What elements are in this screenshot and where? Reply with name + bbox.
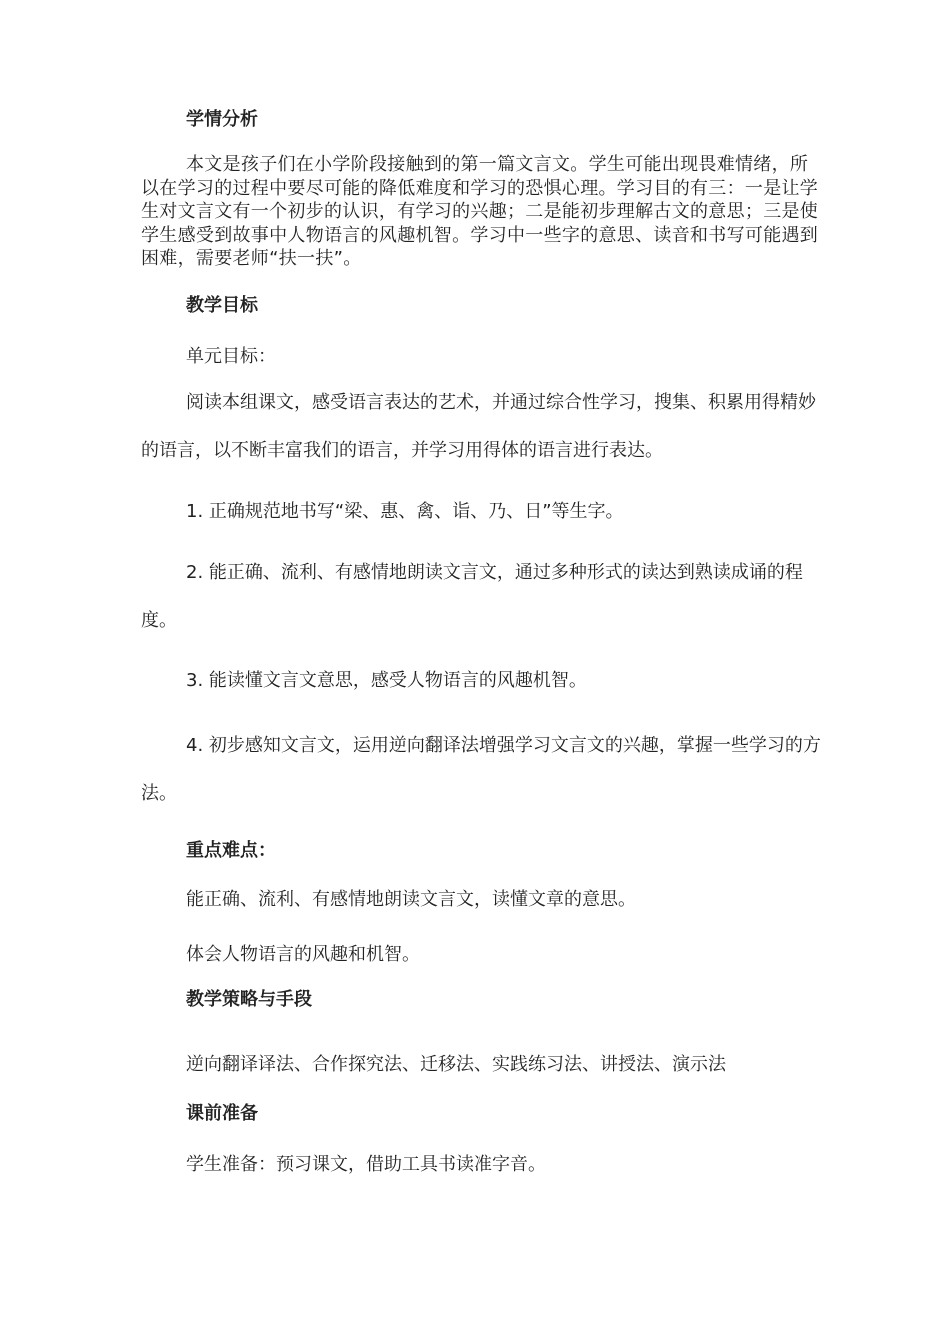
situation-paragraph: 本文是孩子们在小学阶段接触到的第一篇文言文。学生可能出现畏难情绪，所以在学习的过程中要尽可能的降低难度和学习的恐惧心理。学习目的有三：一是让学生对文言文有一个初步的认识，有学习的兴趣；二是能初步理解古文的意思；三是使学生感受到故事中人物语言的风趣机智。学习中一些字的意思、读音和书写可能遇到困难，需要老师“扶一扶”。 xyxy=(141,154,819,269)
strategy-text: 逆向翻译译法、合作探究法、迁移法、实践练习法、讲授法、演示法 xyxy=(186,1054,726,1075)
strategy-heading: 教学策略与手段 xyxy=(186,989,312,1010)
prep-heading: 课前准备 xyxy=(186,1103,258,1124)
unit-goal-paragraph: 阅读本组课文，感受语言表达的艺术，并通过综合性学习，搜集、积累用得精妙的语言，以不断丰富我们的语言，并学习用得体的语言进行表达。 xyxy=(141,392,816,461)
unit-goal-label: 单元目标： xyxy=(186,346,276,367)
goal-item-2: 2. 能正确、流利、有感情地朗读文言文，通过多种形式的读达到熟读成诵的程度。 xyxy=(141,562,803,631)
goal-item-3: 3. 能读懂文言文意思，感受人物语言的风趣机智。 xyxy=(186,670,587,691)
key-points-heading: 重点难点： xyxy=(186,840,276,861)
goals-heading: 教学目标 xyxy=(186,295,258,316)
prep-text: 学生准备：预习课文，借助工具书读准字音。 xyxy=(186,1154,546,1175)
situation-heading: 学情分析 xyxy=(186,109,258,130)
key-point-1: 能正确、流利、有感情地朗读文言文，读懂文章的意思。 xyxy=(186,889,636,910)
goal-item-1: 1. 正确规范地书写“梁、惠、禽、诣、乃、日”等生字。 xyxy=(186,501,624,522)
key-point-2: 体会人物语言的风趣和机智。 xyxy=(186,944,420,965)
goal-item-4: 4. 初步感知文言文，运用逆向翻译法增强学习文言文的兴趣，掌握一些学习的方法。 xyxy=(141,735,821,804)
